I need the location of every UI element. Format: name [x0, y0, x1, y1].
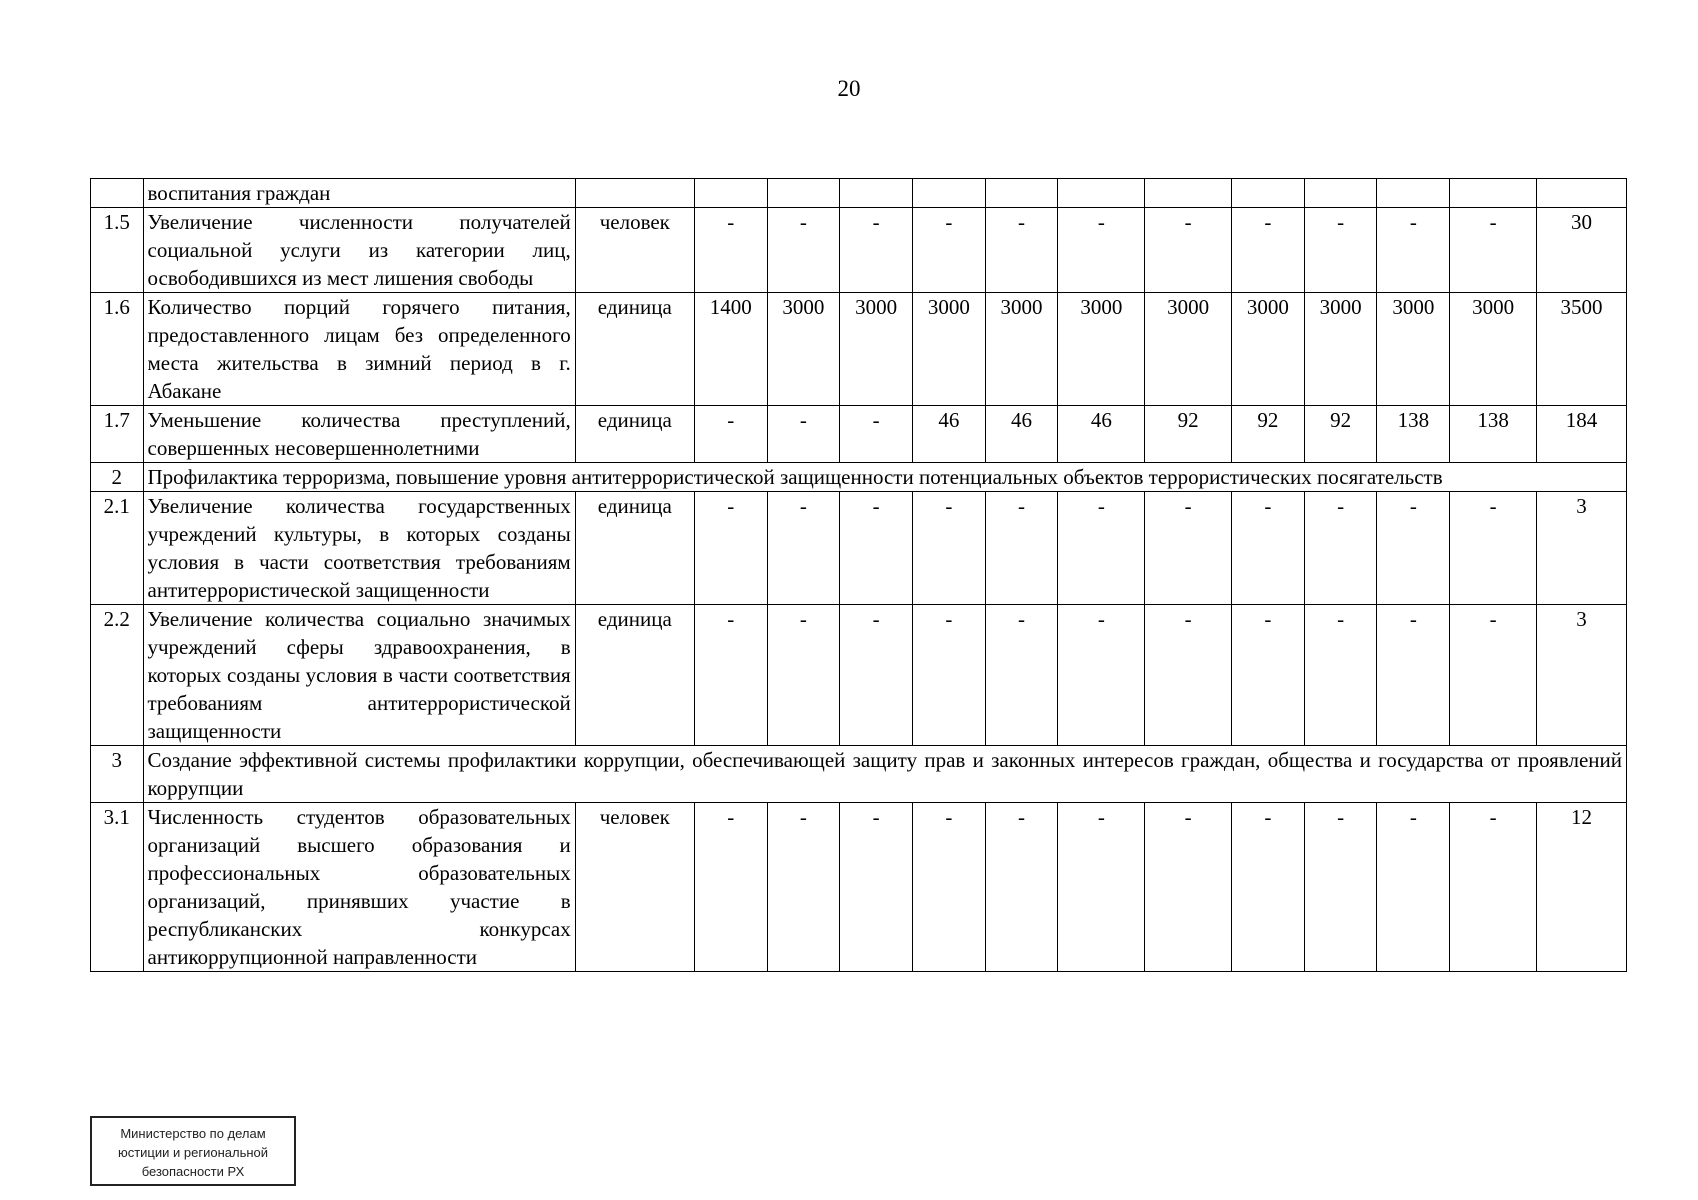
row-number: 1.5 [91, 208, 144, 293]
value-cell: - [840, 803, 913, 972]
value-cell: - [1145, 208, 1232, 293]
row-number: 2.1 [91, 492, 144, 605]
value-cell [1058, 179, 1145, 208]
value-cell: - [1304, 803, 1377, 972]
table-row [91, 605, 1627, 746]
value-cell: - [1450, 492, 1537, 605]
value-cell: - [912, 605, 985, 746]
value-cell [1537, 179, 1627, 208]
indicator-name: воспитания граждан [143, 179, 575, 208]
value-cell: 12 [1537, 803, 1627, 972]
value-cell [1450, 179, 1537, 208]
value-cell: - [912, 803, 985, 972]
section-row [91, 463, 1627, 492]
value-cell: - [840, 406, 913, 463]
value-cell: 46 [1058, 406, 1145, 463]
row-number [91, 179, 144, 208]
value-cell: - [1377, 803, 1450, 972]
value-cell: - [1377, 492, 1450, 605]
value-cell: - [767, 492, 840, 605]
page-number: 20 [837, 76, 861, 101]
value-cell: 3000 [1377, 293, 1450, 406]
indicator-name: Количество порций горячего питания, предоставленного лицам без определенного места жительства в зимний период в г. Абакане [143, 293, 575, 406]
stamp-line: юстиции и региональной [117, 1145, 269, 1160]
value-cell: - [1377, 208, 1450, 293]
value-cell: 3000 [840, 293, 913, 406]
value-cell: 46 [912, 406, 985, 463]
value-cell: - [1232, 492, 1305, 605]
value-cell [840, 179, 913, 208]
table-row [91, 208, 1627, 293]
value-cell: 92 [1145, 406, 1232, 463]
value-cell: 138 [1450, 406, 1537, 463]
value-cell: - [840, 492, 913, 605]
value-cell: - [767, 208, 840, 293]
table-row [91, 179, 1627, 208]
value-cell: - [985, 605, 1058, 746]
indicator-name: Уменьшение количества преступлений, совершенных несовершеннолетними [143, 406, 575, 463]
unit-of-measure: единица [575, 293, 694, 406]
value-cell: - [1232, 605, 1305, 746]
value-cell: - [1058, 803, 1145, 972]
value-cell: 3500 [1537, 293, 1627, 406]
value-cell: - [912, 208, 985, 293]
value-cell: 3 [1537, 492, 1627, 605]
unit-of-measure: человек [575, 208, 694, 293]
value-cell: - [1304, 208, 1377, 293]
value-cell: - [1145, 803, 1232, 972]
value-cell: - [1377, 605, 1450, 746]
value-cell: 3000 [1145, 293, 1232, 406]
table-row [91, 406, 1627, 463]
value-cell: - [694, 406, 767, 463]
value-cell: - [694, 605, 767, 746]
value-cell: - [767, 605, 840, 746]
indicators-table [90, 178, 1627, 972]
value-cell [1145, 179, 1232, 208]
value-cell: 3000 [767, 293, 840, 406]
indicator-name: Численность студентов образовательных организаций высшего образования и профессиональных образовательных организаций, принявших участие в республиканских конкурсах антикоррупционной направленности [143, 803, 575, 972]
value-cell [985, 179, 1058, 208]
value-cell: - [694, 803, 767, 972]
value-cell: 3000 [985, 293, 1058, 406]
table-row [91, 293, 1627, 406]
value-cell: - [1450, 803, 1537, 972]
value-cell: 184 [1537, 406, 1627, 463]
section-row [91, 746, 1627, 803]
value-cell: - [985, 803, 1058, 972]
value-cell: 3000 [1232, 293, 1305, 406]
value-cell: - [1450, 605, 1537, 746]
row-number: 1.6 [91, 293, 144, 406]
unit-of-measure: единица [575, 605, 694, 746]
value-cell: 3000 [912, 293, 985, 406]
value-cell: 30 [1537, 208, 1627, 293]
value-cell: - [840, 208, 913, 293]
value-cell: - [767, 803, 840, 972]
value-cell: 46 [985, 406, 1058, 463]
unit-of-measure: единица [575, 406, 694, 463]
unit-of-measure [575, 179, 694, 208]
row-number: 1.7 [91, 406, 144, 463]
stamp-line: Министерство по делам [120, 1126, 266, 1141]
section-title: Создание эффективной системы профилактики коррупции, обеспечивающей защиту прав и законных интересов граждан, общества и государства от проявлений коррупции [143, 746, 1627, 803]
value-cell: - [912, 492, 985, 605]
value-cell: - [1145, 605, 1232, 746]
value-cell [1304, 179, 1377, 208]
value-cell: - [1304, 492, 1377, 605]
ministry-stamp [90, 1116, 296, 1186]
value-cell: 3000 [1450, 293, 1537, 406]
indicators-table-body [91, 179, 1627, 972]
indicator-name: Увеличение количества государственных учреждений культуры, в которых созданы условия в части соответствия требованиям антитеррористической защищенности [143, 492, 575, 605]
table-row [91, 492, 1627, 605]
value-cell: - [694, 208, 767, 293]
value-cell: - [767, 406, 840, 463]
value-cell: 1400 [694, 293, 767, 406]
row-number: 2.2 [91, 605, 144, 746]
value-cell: - [985, 208, 1058, 293]
value-cell: 3000 [1058, 293, 1145, 406]
stamp-line: безопасности РХ [141, 1164, 245, 1179]
row-number: 2 [91, 463, 144, 492]
value-cell: 138 [1377, 406, 1450, 463]
section-title: Профилактика терроризма, повышение уровня антитеррористической защищенности потенциальных объектов террористических посягательств [143, 463, 1627, 492]
value-cell [767, 179, 840, 208]
row-number: 3.1 [91, 803, 144, 972]
value-cell: - [840, 605, 913, 746]
value-cell: 3000 [1304, 293, 1377, 406]
value-cell: 3 [1537, 605, 1627, 746]
table-row [91, 803, 1627, 972]
row-number: 3 [91, 746, 144, 803]
value-cell: - [1450, 208, 1537, 293]
value-cell: 92 [1304, 406, 1377, 463]
unit-of-measure: единица [575, 492, 694, 605]
unit-of-measure: человек [575, 803, 694, 972]
value-cell [912, 179, 985, 208]
value-cell: - [1304, 605, 1377, 746]
value-cell: 92 [1232, 406, 1305, 463]
value-cell: - [1058, 492, 1145, 605]
indicator-name: Увеличение численности получателей социальной услуги из категории лиц, освободившихся из мест лишения свободы [143, 208, 575, 293]
value-cell [1232, 179, 1305, 208]
value-cell: - [1058, 605, 1145, 746]
value-cell [1377, 179, 1450, 208]
value-cell [694, 179, 767, 208]
value-cell: - [694, 492, 767, 605]
value-cell: - [1232, 803, 1305, 972]
value-cell: - [985, 492, 1058, 605]
value-cell: - [1145, 492, 1232, 605]
value-cell: - [1232, 208, 1305, 293]
indicator-name: Увеличение количества социально значимых учреждений сферы здравоохранения, в которых созданы условия в части соответствия требованиям антитеррористической защищенности [143, 605, 575, 746]
value-cell: - [1058, 208, 1145, 293]
